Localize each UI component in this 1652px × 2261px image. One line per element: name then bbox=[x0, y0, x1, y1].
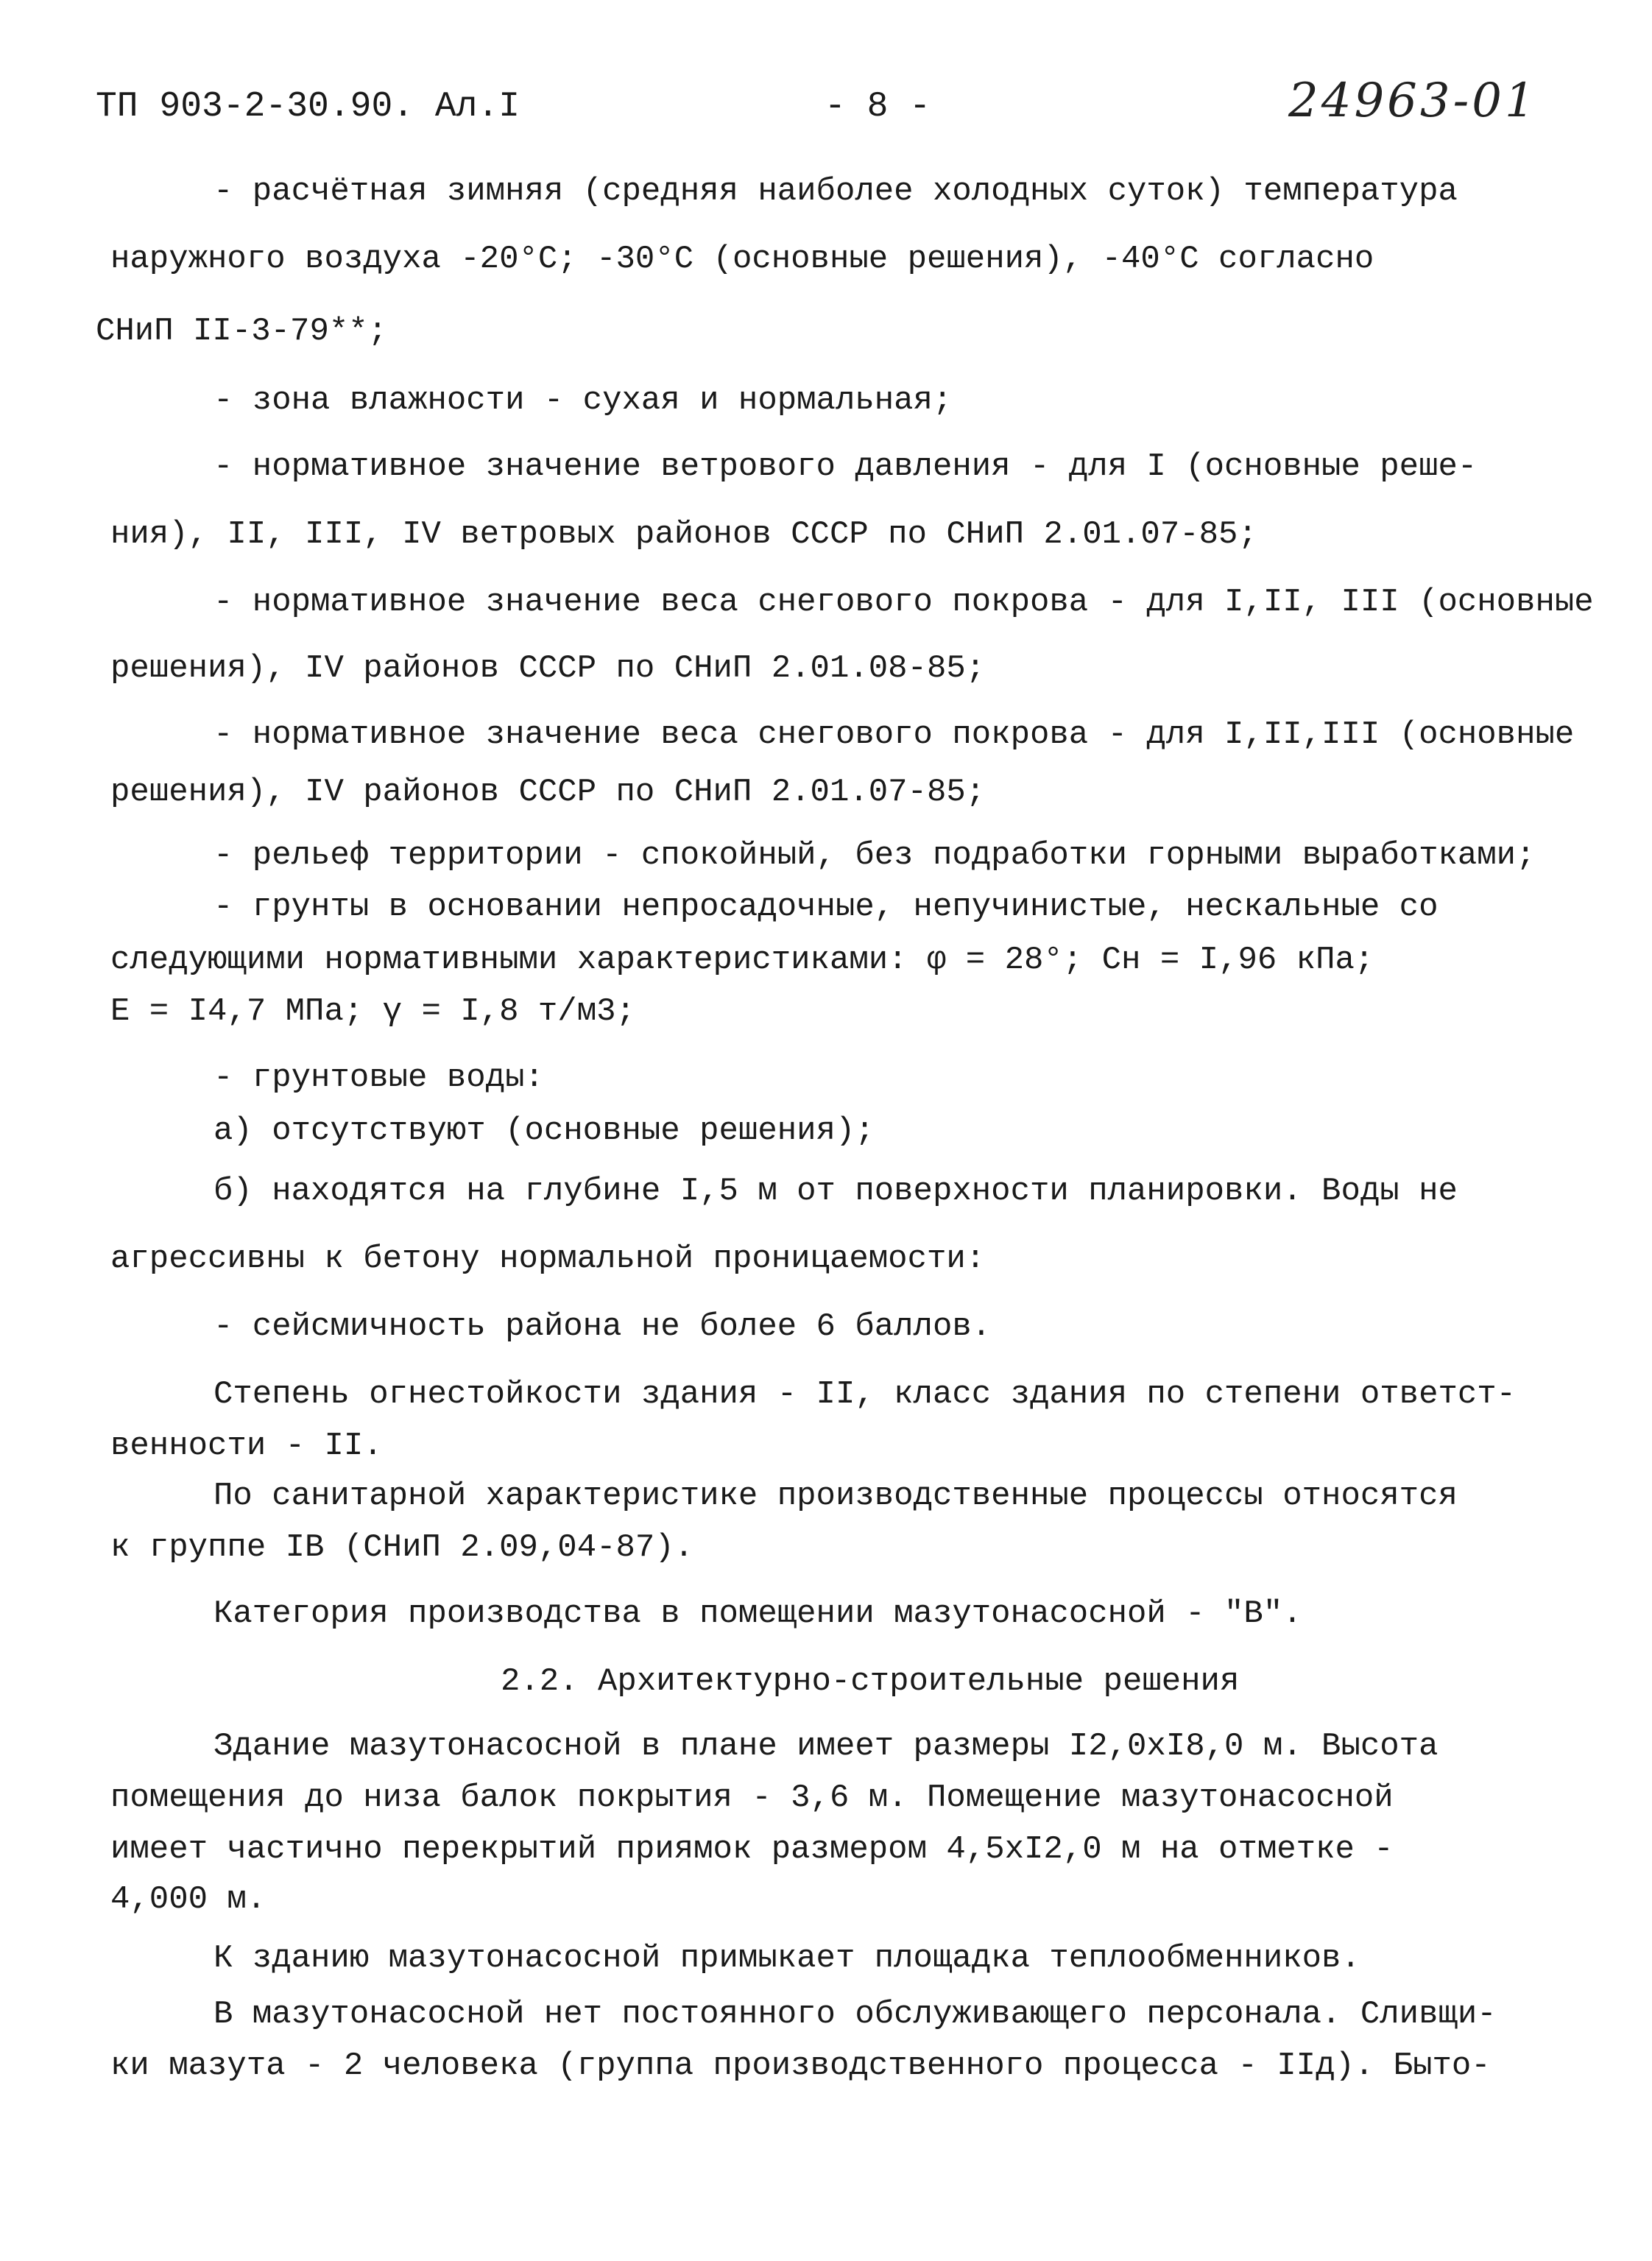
text-line: В мазутонасосной нет постоянного обслуживающего персонала. Сливщи- bbox=[213, 1996, 1497, 2033]
text-line: Категория производства в помещении мазутонасосной - "В". bbox=[213, 1595, 1302, 1632]
text-line: имеет частично перекрытий приямок размером 4,5хI2,0 м на отметке - bbox=[110, 1831, 1394, 1868]
text-line: ния), II, III, IV ветровых районов СССР по СНиП 2.01.07-85; bbox=[110, 516, 1257, 553]
text-line: Степень огнестойкости здания - II, класс здания по степени ответст- bbox=[213, 1376, 1517, 1413]
text-line: - сейсмичность района не более 6 баллов. bbox=[213, 1308, 992, 1345]
text-line: ки мазута - 2 человека (группа производственного процесса - IIд). Быто- bbox=[110, 2047, 1491, 2084]
text-line: - зона влажности - сухая и нормальная; bbox=[213, 382, 953, 419]
text-line: следующими нормативными характеристиками: φ = 28°; Сн = I,96 кПа; bbox=[110, 942, 1374, 978]
text-line: - грунты в основании непросадочные, непучинистые, нескальные со bbox=[213, 889, 1439, 925]
text-line: Здание мазутонасосной в плане имеет размеры I2,0хI8,0 м. Высота bbox=[213, 1728, 1439, 1765]
text-line: По санитарной характеристике производственные процессы относятся bbox=[213, 1478, 1458, 1514]
text-line: 4,000 м. bbox=[110, 1881, 266, 1918]
text-line: - нормативное значение веса снегового покрова - для I,II, III (основные bbox=[213, 584, 1594, 621]
section-heading: 2.2. Архитектурно-строительные решения bbox=[501, 1663, 1240, 1700]
text-line: б) находятся на глубине I,5 м от поверхности планировки. Воды не bbox=[213, 1173, 1458, 1210]
text-line: СНиП II-3-79**; bbox=[96, 313, 388, 350]
text-line: наружного воздуха -20°С; -30°С (основные решения), -40°С согласно bbox=[110, 241, 1374, 278]
text-line: - нормативное значение ветрового давления - для I (основные реше- bbox=[213, 448, 1478, 485]
text-line: - рельеф территории - спокойный, без подработки горными выработками; bbox=[213, 837, 1536, 874]
text-line: решения), IV районов СССР по СНиП 2.01.08-85; bbox=[110, 650, 986, 687]
text-line: а) отсутствуют (основные решения); bbox=[213, 1112, 875, 1149]
text-line: - грунтовые воды: bbox=[213, 1059, 544, 1096]
text-line: - расчётная зимняя (средняя наиболее холодных суток) температура bbox=[213, 173, 1458, 210]
text-line: к группе IВ (СНиП 2.09,04-87). bbox=[110, 1529, 694, 1566]
text-line: К зданию мазутонасосной примыкает площадка теплообменников. bbox=[213, 1940, 1360, 1977]
text-line: агрессивны к бетону нормальной проницаемости: bbox=[110, 1241, 986, 1277]
text-line: венности - II. bbox=[110, 1428, 383, 1464]
text-line: Е = I4,7 МПа; γ = I,8 т/м3; bbox=[110, 993, 635, 1030]
archive-number: 24963-01 bbox=[1288, 74, 1538, 128]
document-code: ТП 903-2-30.90. Ал.I bbox=[96, 87, 520, 127]
page-number: - 8 - bbox=[825, 87, 931, 127]
text-line: решения), IV районов СССР по СНиП 2.01.07-85; bbox=[110, 774, 986, 811]
text-line: помещения до низа балок покрытия - 3,6 м. Помещение мазутонасосной bbox=[110, 1779, 1394, 1816]
text-line: - нормативное значение веса снегового покрова - для I,II,III (основные bbox=[213, 716, 1575, 753]
